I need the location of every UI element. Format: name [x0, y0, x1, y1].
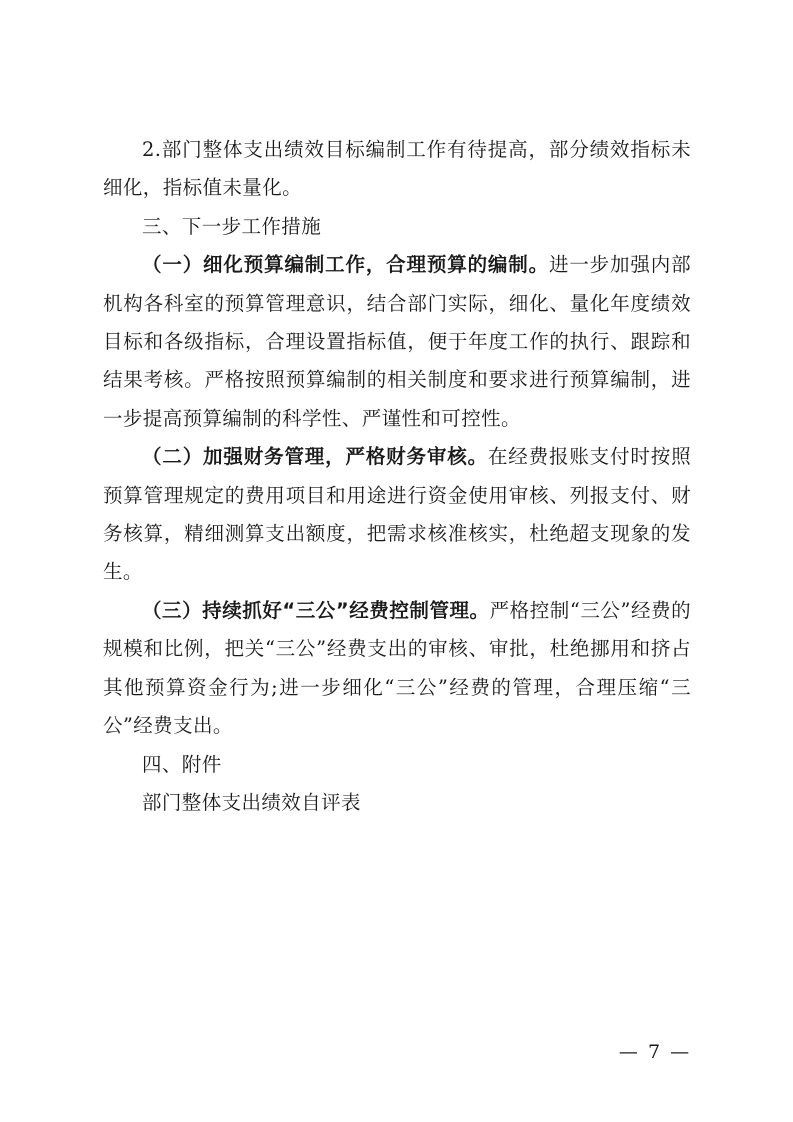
- paragraph-text: 进一步加强内部机构各科室的预算管理意识，结合部门实际，细化、量化年度绩效目标和各级指标，合理设置指标值，便于年度工作的执行、跟踪和结果考核。严格按照预算编制的相关制度和要求进行预算编制，进一步提高预算编制的科学性、严谨性和可控性。: [103, 253, 691, 430]
- paragraph-lead: （一）细化预算编制工作，合理预算的编制。: [142, 253, 549, 277]
- paragraph-text: 部门整体支出绩效自评表: [142, 790, 361, 814]
- paragraph-text: 在经费报账支付时按照预算管理规定的费用项目和用途进行资金使用审核、列报支付、财务核算，精细测算支出额度，把需求核准核实，杜绝超支现象的发生。: [103, 445, 691, 584]
- section-heading-attachment: [103, 746, 691, 784]
- paragraph-attachment-item: [103, 784, 691, 822]
- heading-text: 三、下一步工作措施: [142, 214, 322, 238]
- paragraph-lead: （二）加强财务管理，严格财务审核。: [142, 445, 488, 469]
- paragraph-issue-2: [103, 131, 691, 208]
- paragraph-measure-3: [103, 592, 691, 746]
- paragraph-measure-2: [103, 438, 691, 592]
- page-number: — 7 —: [618, 1041, 692, 1063]
- paragraph-text: 严格控制“三公”经费的规模和比例，把关“三公”经费支出的审核、审批，杜绝挪用和挤占其他预算资金行为;进一步细化“三公”经费的管理，合理压缩“三公”经费支出。: [103, 598, 691, 738]
- document-body: [103, 131, 691, 822]
- paragraph-measure-1: [103, 246, 691, 438]
- paragraph-text: 2.部门整体支出绩效目标编制工作有待提高，部分绩效指标未细化，指标值未量化。: [103, 138, 691, 200]
- paragraph-lead: （三）持续抓好“三公”经费控制管理。: [142, 598, 490, 622]
- heading-text: 四、附件: [142, 752, 222, 776]
- section-heading-next-steps: [103, 208, 691, 246]
